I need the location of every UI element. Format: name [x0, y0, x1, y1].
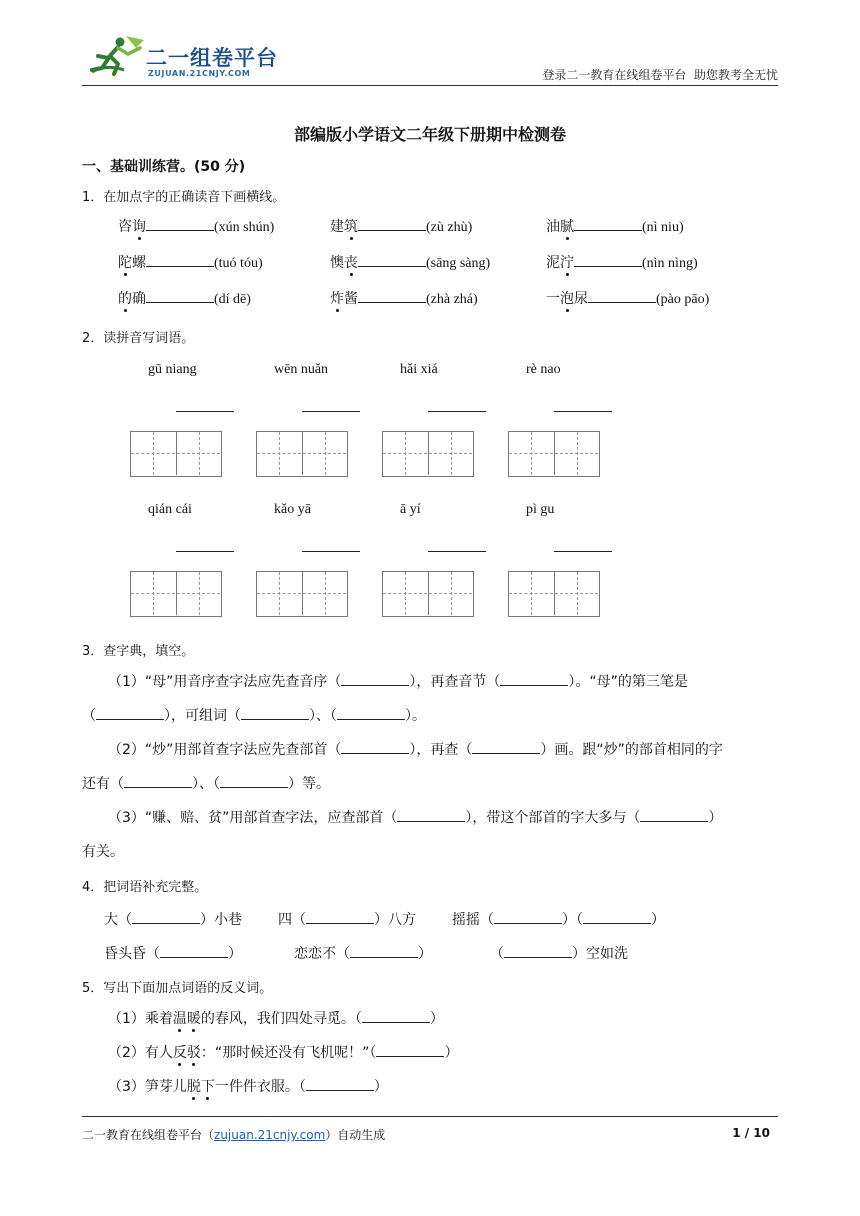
- answer-blank[interactable]: [146, 216, 214, 231]
- question-3-line-6: 有关。: [82, 844, 124, 860]
- logo-subtext: ZUJUAN.21CNJY.COM: [148, 69, 251, 78]
- pinyin-label: qián cái: [148, 502, 192, 517]
- q1-item: 建筑 (zù zhù): [330, 216, 472, 236]
- q1-item: 炸酱 (zhà zhá): [330, 288, 478, 308]
- question-3-line-3: （2）“炒”用部首查字法应先查部首（ ），再查（ ）画。跟“炒”的部首相同的字: [108, 733, 723, 767]
- answer-blank[interactable]: [494, 909, 562, 924]
- q1-item: 咨询 (xún shún): [118, 216, 274, 236]
- footer-source: 二一教育在线组卷平台（zujuan.21cnjy.com）自动生成: [82, 1128, 386, 1142]
- question-3-prompt: 3．查字典，填空。: [82, 644, 195, 659]
- question-3-line-1: （1）“母”用音序查字法应先查音序（ ），再查音节（ ）。“母”的第三笔是: [108, 665, 688, 699]
- page-number: 1 / 10: [732, 1126, 770, 1140]
- page-title: 部编版小学语文二年级下册期中检测卷: [293, 125, 566, 144]
- q5-sentence-2: （2）有人反驳：“那时候还没有飞机呢！”（ ）: [108, 1042, 458, 1062]
- question-3-line-4: 还有（ ）、（ ）等。: [82, 767, 330, 801]
- character-writing-box[interactable]: [256, 431, 348, 477]
- answer-blank[interactable]: [337, 705, 405, 720]
- pinyin-label: pì gu: [526, 502, 555, 517]
- character-writing-box[interactable]: [382, 571, 474, 617]
- character-writing-box[interactable]: [256, 571, 348, 617]
- answer-line[interactable]: [176, 411, 234, 412]
- q4-item-2: 四（ ）八方: [278, 909, 416, 929]
- answer-blank[interactable]: [160, 943, 228, 958]
- character-writing-box[interactable]: [508, 431, 600, 477]
- character-writing-box[interactable]: [130, 431, 222, 477]
- q4-item-1: 大（ ）小巷: [104, 909, 242, 929]
- answer-blank[interactable]: [124, 773, 192, 788]
- answer-blank[interactable]: [640, 807, 708, 822]
- footer-divider: [82, 1116, 778, 1117]
- answer-blank[interactable]: [306, 909, 374, 924]
- answer-blank[interactable]: [397, 807, 465, 822]
- answer-blank[interactable]: [96, 705, 164, 720]
- answer-blank[interactable]: [132, 909, 200, 924]
- q4-item-5: 恋恋不（ ）: [294, 943, 432, 963]
- logo-text: 二一组卷平台: [146, 46, 278, 70]
- footer-link[interactable]: zujuan.21cnjy.com: [214, 1128, 326, 1142]
- answer-blank[interactable]: [588, 288, 656, 303]
- pinyin-label: wēn nuǎn: [274, 362, 329, 377]
- q5-sentence-3: （3）笋芽儿脱下一件件衣服。（ ）: [108, 1076, 388, 1096]
- answer-line[interactable]: [554, 411, 612, 412]
- question-1-prompt: 1．在加点字的正确读音下画横线。: [82, 190, 286, 205]
- answer-blank[interactable]: [574, 216, 642, 231]
- answer-blank[interactable]: [358, 216, 426, 231]
- answer-blank[interactable]: [341, 671, 409, 686]
- question-3-line-2: （ ），可组词（ ）、（ ）。: [82, 699, 426, 733]
- answer-line[interactable]: [554, 551, 612, 552]
- q1-item: 的确 (dí dē): [118, 288, 251, 308]
- pinyin-label: gū niang: [148, 362, 197, 377]
- q1-item: 懊丧 (sāng sàng): [330, 252, 490, 272]
- pinyin-label: kǎo yā: [274, 502, 311, 517]
- answer-line[interactable]: [302, 551, 360, 552]
- answer-line[interactable]: [428, 411, 486, 412]
- answer-blank[interactable]: [362, 1008, 430, 1023]
- answer-blank[interactable]: [341, 739, 409, 754]
- header-divider: [82, 85, 778, 86]
- answer-line[interactable]: [428, 551, 486, 552]
- pinyin-label: rè nao: [526, 362, 561, 377]
- answer-blank[interactable]: [574, 252, 642, 267]
- answer-line[interactable]: [302, 411, 360, 412]
- q1-item: 一泡尿 (pào pāo): [546, 288, 709, 308]
- answer-blank[interactable]: [583, 909, 651, 924]
- answer-blank[interactable]: [358, 288, 426, 303]
- question-4-prompt: 4．把词语补充完整。: [82, 880, 208, 895]
- section-heading: 一、基础训练营。(50 分): [82, 159, 246, 175]
- answer-blank[interactable]: [350, 943, 418, 958]
- logo: [84, 34, 284, 82]
- pinyin-label: ā yí: [400, 502, 421, 517]
- answer-blank[interactable]: [504, 943, 572, 958]
- q5-sentence-1: （1）乘着温暖的春风，我们四处寻觅。（ ）: [108, 1008, 444, 1028]
- answer-blank[interactable]: [220, 773, 288, 788]
- answer-blank[interactable]: [500, 671, 568, 686]
- pinyin-label: hǎi xiá: [400, 362, 438, 377]
- header-slogan: 登录二一教育在线组卷平台 助您教考全无忧: [542, 68, 778, 82]
- q4-item-4: 昏头昏（ ）: [104, 943, 242, 963]
- answer-blank[interactable]: [146, 252, 214, 267]
- character-writing-box[interactable]: [382, 431, 474, 477]
- answer-blank[interactable]: [472, 739, 540, 754]
- answer-blank[interactable]: [306, 1076, 374, 1091]
- q1-item: 油腻 (nì niu): [546, 216, 684, 236]
- answer-blank[interactable]: [376, 1042, 444, 1057]
- answer-line[interactable]: [176, 551, 234, 552]
- q1-item: 泥泞 (nìn nìng): [546, 252, 698, 272]
- character-writing-box[interactable]: [130, 571, 222, 617]
- character-writing-box[interactable]: [508, 571, 600, 617]
- question-5-prompt: 5．写出下面加点词语的反义词。: [82, 981, 273, 996]
- question-2-prompt: 2．读拼音写词语。: [82, 331, 195, 346]
- runner-logo-icon: [84, 34, 148, 80]
- q1-item: 陀螺 (tuó tóu): [118, 252, 263, 272]
- question-3-line-5: （3）“赚、赔、贫”用部首查字法，应查部首（ ），带这个部首的字大多与（ ）: [108, 801, 722, 835]
- answer-blank[interactable]: [358, 252, 426, 267]
- answer-blank[interactable]: [146, 288, 214, 303]
- q4-item-6: （ ）空如洗: [490, 943, 628, 963]
- answer-blank[interactable]: [241, 705, 309, 720]
- q4-item-3: 摇摇（ ）（ ）: [452, 909, 665, 929]
